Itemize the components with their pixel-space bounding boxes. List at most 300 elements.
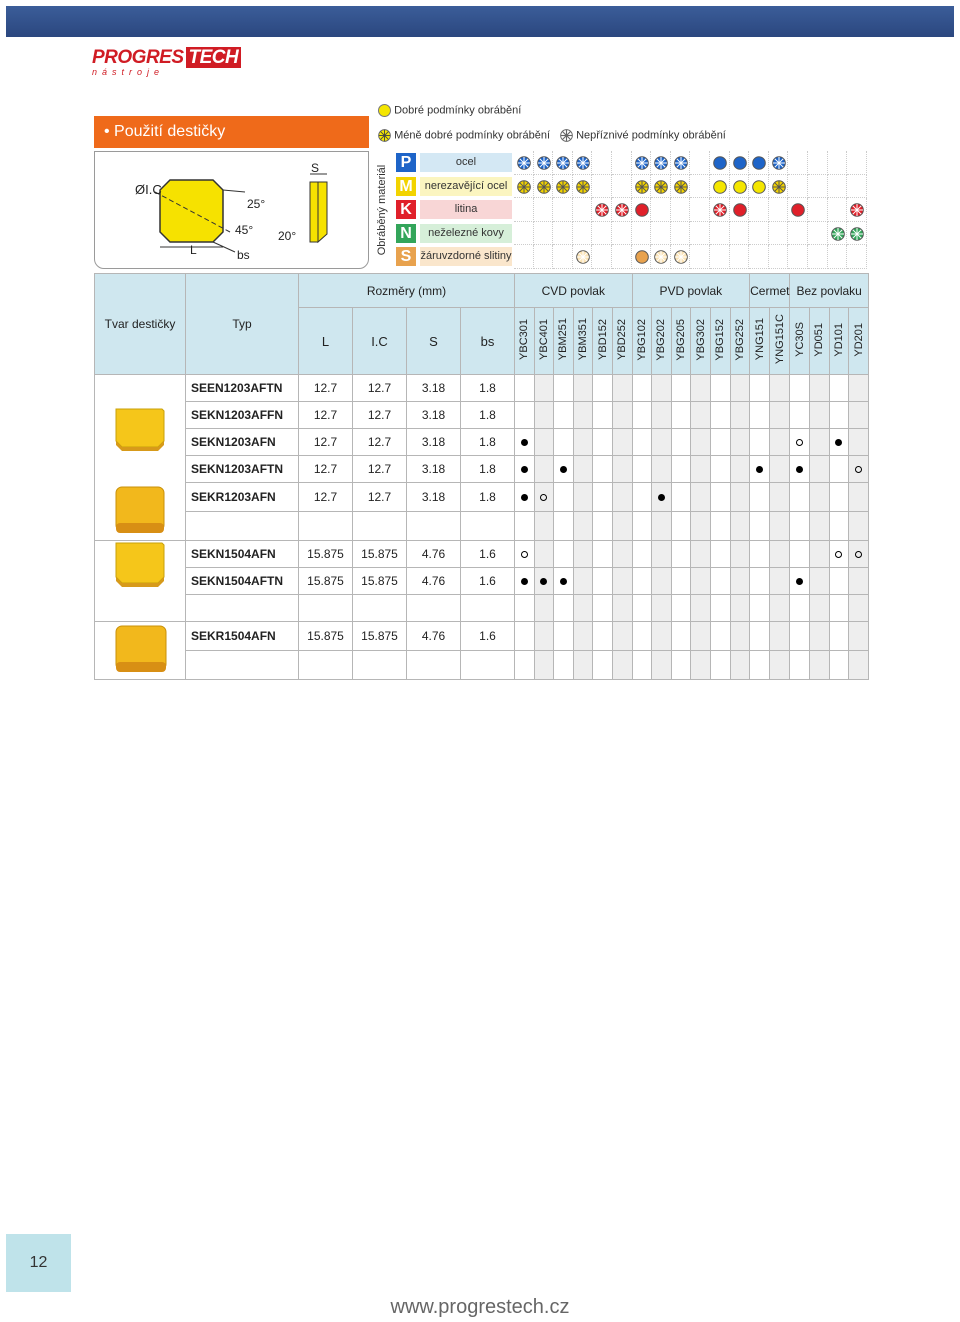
material-cell xyxy=(534,245,554,269)
grade-cell xyxy=(612,540,632,567)
grade-cell xyxy=(515,567,535,594)
material-cell xyxy=(514,222,534,246)
grade-cell xyxy=(750,375,770,402)
grade-cell xyxy=(810,483,830,512)
dim-s-cell: 3.18 xyxy=(407,402,461,429)
grade-cell xyxy=(515,429,535,456)
dim-bs-cell: 1.8 xyxy=(461,375,515,402)
dim-s-cell: 4.76 xyxy=(407,621,461,650)
header-grade xyxy=(652,308,672,375)
dim-l-cell: 15.875 xyxy=(299,621,353,650)
material-cell xyxy=(573,222,593,246)
dim-s-cell: 4.76 xyxy=(407,540,461,567)
material-cell xyxy=(749,175,769,199)
grade-cell xyxy=(515,483,535,512)
grade-label: YBD152 xyxy=(596,319,609,360)
grade-cell xyxy=(730,429,750,456)
insert-shape-cell xyxy=(95,621,186,679)
dim-bs-cell: 1.6 xyxy=(461,567,515,594)
dim-bs-cell: 1.8 xyxy=(461,402,515,429)
type-cell: SEKN1203AFN xyxy=(186,429,299,456)
medium-conditions-icon xyxy=(556,156,570,170)
grade-cell xyxy=(671,375,691,402)
grade-cell xyxy=(730,483,750,512)
good-conditions-icon xyxy=(733,203,747,217)
grade-cell xyxy=(612,567,632,594)
grade-cell xyxy=(671,429,691,456)
grade-cell xyxy=(573,456,593,483)
grade-cell xyxy=(810,375,830,402)
grade-cell xyxy=(829,540,849,567)
material-cell xyxy=(828,245,848,269)
material-cell xyxy=(514,175,534,199)
table-row xyxy=(95,511,869,540)
material-cell xyxy=(592,175,612,199)
material-cell xyxy=(690,222,710,246)
recommended-dot-icon xyxy=(560,578,567,585)
grade-cell xyxy=(849,456,869,483)
medium-conditions-icon xyxy=(576,250,590,264)
grade-cell xyxy=(770,483,790,512)
material-cell xyxy=(612,175,632,199)
grade-cell xyxy=(593,375,613,402)
material-name-k: litina xyxy=(420,200,512,219)
grade-cell xyxy=(632,429,652,456)
header-type: Typ xyxy=(186,274,299,375)
material-cell xyxy=(788,222,808,246)
grade-cell xyxy=(652,429,672,456)
material-cell xyxy=(749,151,769,175)
grade-cell xyxy=(593,540,613,567)
grade-cell xyxy=(534,456,554,483)
material-cell xyxy=(514,245,534,269)
header-grade xyxy=(710,308,730,375)
material-name-n: neželezné kovy xyxy=(420,224,512,243)
material-cell xyxy=(808,175,828,199)
dim-ic-cell xyxy=(353,511,407,540)
dim-bs-cell: 1.8 xyxy=(461,483,515,512)
material-cell xyxy=(710,245,730,269)
dim-ic-cell: 12.7 xyxy=(353,456,407,483)
material-cell xyxy=(553,175,573,199)
medium-conditions-icon xyxy=(850,227,864,241)
grade-cell xyxy=(691,456,711,483)
grade-label: YC30S xyxy=(793,322,806,357)
material-code-n: N xyxy=(396,224,416,243)
grade-cell xyxy=(750,540,770,567)
material-cell xyxy=(808,151,828,175)
material-cell xyxy=(828,222,848,246)
grade-cell xyxy=(810,540,830,567)
material-cell xyxy=(573,151,593,175)
grade-label: YBG102 xyxy=(635,318,648,361)
type-cell xyxy=(186,594,299,621)
medium-conditions-icon xyxy=(850,203,864,217)
material-cell xyxy=(847,245,867,269)
grade-cell xyxy=(554,483,574,512)
dim-bs-cell: 1.8 xyxy=(461,429,515,456)
medium-conditions-icon xyxy=(595,203,609,217)
grade-cell xyxy=(652,540,672,567)
grade-cell xyxy=(849,540,869,567)
grade-cell xyxy=(829,650,849,679)
grade-cell xyxy=(534,650,554,679)
grade-cell xyxy=(612,375,632,402)
material-cell xyxy=(769,151,789,175)
grade-cell xyxy=(750,511,770,540)
type-cell: SEKN1504AFTN xyxy=(186,567,299,594)
grade-cell xyxy=(770,621,790,650)
material-name-m: nerezavějící ocel xyxy=(420,177,512,196)
material-matrix xyxy=(392,151,864,269)
table-row xyxy=(95,402,869,429)
header-dim-1: I.C xyxy=(353,308,407,375)
grade-cell xyxy=(573,650,593,679)
grade-cell xyxy=(730,540,750,567)
grade-cell xyxy=(632,650,652,679)
header-shape: Tvar destičky xyxy=(95,274,186,375)
grade-label: YBG302 xyxy=(694,318,707,361)
material-cell xyxy=(573,175,593,199)
grade-cell xyxy=(770,594,790,621)
dim-ic-cell: 15.875 xyxy=(353,621,407,650)
recommended-dot-icon xyxy=(521,439,528,446)
material-cell xyxy=(612,245,632,269)
good-conditions-icon xyxy=(791,203,805,217)
grade-cell xyxy=(730,375,750,402)
grade-cell xyxy=(770,429,790,456)
material-cell xyxy=(710,151,730,175)
angle-25-label: 25° xyxy=(247,197,266,211)
dim-l-cell: 12.7 xyxy=(299,483,353,512)
grade-cell xyxy=(632,375,652,402)
grade-cell xyxy=(790,567,810,594)
header-dim-2: S xyxy=(407,308,461,375)
grade-cell xyxy=(710,567,730,594)
grade-cell xyxy=(612,650,632,679)
dim-bs-cell xyxy=(461,594,515,621)
material-cell xyxy=(847,198,867,222)
grade-cell xyxy=(710,456,730,483)
grade-cell xyxy=(593,483,613,512)
recommended-dot-icon xyxy=(796,466,803,473)
dim-s-cell: 3.18 xyxy=(407,483,461,512)
alternative-ring-icon xyxy=(540,494,547,501)
grade-cell xyxy=(593,567,613,594)
grade-cell xyxy=(691,567,711,594)
recommended-dot-icon xyxy=(521,466,528,473)
footer-url: www.progrestech.cz xyxy=(390,1296,570,1318)
grade-cell xyxy=(573,567,593,594)
medium-conditions-icon xyxy=(674,250,688,264)
grade-cell xyxy=(515,650,535,679)
alternative-ring-icon xyxy=(855,466,862,473)
grade-cell xyxy=(790,621,810,650)
dim-ic-cell xyxy=(353,650,407,679)
grade-cell xyxy=(730,567,750,594)
material-cell xyxy=(788,245,808,269)
good-conditions-icon xyxy=(713,156,727,170)
grade-cell xyxy=(770,456,790,483)
material-cell xyxy=(769,222,789,246)
grade-cell xyxy=(534,429,554,456)
material-cell xyxy=(592,245,612,269)
medium-conditions-icon xyxy=(654,250,668,264)
grade-cell xyxy=(652,375,672,402)
grade-cell xyxy=(671,483,691,512)
header-grade xyxy=(790,308,810,375)
table-row xyxy=(95,540,869,567)
grade-cell xyxy=(573,483,593,512)
logo: PROGRES TECH nástroje xyxy=(92,48,232,78)
medium-conditions-icon xyxy=(635,156,649,170)
angle-20-label: 20° xyxy=(278,229,297,243)
grade-cell xyxy=(632,594,652,621)
grade-cell xyxy=(730,511,750,540)
grade-cell xyxy=(632,456,652,483)
grade-cell xyxy=(691,483,711,512)
grade-cell xyxy=(652,511,672,540)
header-dim-3: bs xyxy=(461,308,515,375)
grade-cell xyxy=(652,621,672,650)
medium-conditions-icon xyxy=(537,156,551,170)
grade-cell xyxy=(671,594,691,621)
good-conditions-icon xyxy=(635,203,649,217)
recommended-dot-icon xyxy=(540,578,547,585)
table-row xyxy=(95,375,869,402)
grade-cell xyxy=(770,567,790,594)
grade-cell xyxy=(810,567,830,594)
medium-conditions-icon xyxy=(576,156,590,170)
grade-cell xyxy=(671,540,691,567)
material-cell xyxy=(730,198,750,222)
material-cell xyxy=(651,175,671,199)
grade-label: YBC401 xyxy=(537,319,550,360)
grade-cell xyxy=(593,429,613,456)
material-cell xyxy=(730,151,750,175)
medium-conditions-icon xyxy=(517,156,531,170)
grade-cell xyxy=(534,540,554,567)
grade-cell xyxy=(849,567,869,594)
grade-cell xyxy=(515,621,535,650)
grade-cell xyxy=(534,375,554,402)
medium-conditions-icon xyxy=(831,227,845,241)
material-cell xyxy=(671,198,691,222)
grade-cell xyxy=(730,650,750,679)
material-code-m: M xyxy=(396,177,416,196)
grade-cell xyxy=(515,594,535,621)
table-row xyxy=(95,429,869,456)
grade-cell xyxy=(810,621,830,650)
header-uncoated: Bez povlaku xyxy=(790,274,868,308)
table-row xyxy=(95,594,869,621)
dim-ic-cell: 12.7 xyxy=(353,375,407,402)
grade-cell xyxy=(554,594,574,621)
material-cell xyxy=(651,198,671,222)
grade-cell xyxy=(534,594,554,621)
grade-cell xyxy=(710,375,730,402)
grade-cell xyxy=(632,621,652,650)
grade-cell xyxy=(573,621,593,650)
dim-s-cell xyxy=(407,650,461,679)
dim-l-cell xyxy=(299,511,353,540)
grade-cell xyxy=(710,483,730,512)
dim-bs-cell: 1.8 xyxy=(461,456,515,483)
material-cell xyxy=(553,222,573,246)
material-cell xyxy=(632,198,652,222)
grade-cell xyxy=(573,594,593,621)
grade-cell xyxy=(652,483,672,512)
material-cell xyxy=(592,198,612,222)
grade-cell xyxy=(515,511,535,540)
grade-cell xyxy=(750,650,770,679)
grade-cell xyxy=(829,429,849,456)
type-cell: SEEN1203AFTN xyxy=(186,375,299,402)
material-cell xyxy=(632,222,652,246)
header-grade xyxy=(829,308,849,375)
dim-ic-cell: 12.7 xyxy=(353,429,407,456)
material-code-k: K xyxy=(396,200,416,219)
table-row xyxy=(95,483,869,512)
type-cell: SEKR1504AFN xyxy=(186,621,299,650)
material-cell xyxy=(612,198,632,222)
medium-conditions-icon xyxy=(713,203,727,217)
grade-cell xyxy=(671,456,691,483)
grade-cell xyxy=(534,511,554,540)
header-grade xyxy=(515,308,535,375)
grade-label: YBD252 xyxy=(616,319,629,360)
dim-s-cell xyxy=(407,511,461,540)
dim-s-cell: 4.76 xyxy=(407,567,461,594)
grade-label: YBG152 xyxy=(714,318,727,361)
grade-cell xyxy=(750,429,770,456)
grade-cell xyxy=(573,540,593,567)
grade-cell xyxy=(790,375,810,402)
good-conditions-icon xyxy=(713,180,727,194)
material-cell xyxy=(514,151,534,175)
grade-cell xyxy=(554,621,574,650)
grade-cell xyxy=(671,621,691,650)
grade-cell xyxy=(829,483,849,512)
header-grade xyxy=(810,308,830,375)
legend-medium: Méně dobré podmínky obrábění xyxy=(378,129,550,142)
material-cell xyxy=(769,175,789,199)
material-cell xyxy=(573,198,593,222)
material-cell xyxy=(828,198,848,222)
header-grade xyxy=(671,308,691,375)
grade-label: YBG202 xyxy=(655,318,668,361)
alternative-ring-icon xyxy=(855,551,862,558)
dim-bs-cell: 1.6 xyxy=(461,540,515,567)
grade-label: YBC301 xyxy=(518,319,531,360)
grade-cell xyxy=(710,621,730,650)
grade-cell xyxy=(770,511,790,540)
grade-cell xyxy=(691,621,711,650)
grade-cell xyxy=(790,429,810,456)
dim-l-cell: 15.875 xyxy=(299,567,353,594)
material-cell xyxy=(534,198,554,222)
material-cell xyxy=(592,151,612,175)
grade-cell xyxy=(632,540,652,567)
recommended-dot-icon xyxy=(658,494,665,501)
grade-cell xyxy=(632,483,652,512)
dim-l-cell: 12.7 xyxy=(299,429,353,456)
grade-cell xyxy=(810,650,830,679)
page-number: 12 xyxy=(6,1234,71,1292)
grade-cell xyxy=(652,567,672,594)
grade-label: YD101 xyxy=(832,322,845,357)
grade-cell xyxy=(554,456,574,483)
material-cell xyxy=(749,198,769,222)
medium-conditions-icon xyxy=(615,203,629,217)
good-conditions-icon xyxy=(378,104,391,117)
medium-conditions-icon xyxy=(556,180,570,194)
grade-cell xyxy=(593,594,613,621)
material-cell xyxy=(592,222,612,246)
insert-diagram xyxy=(94,151,369,269)
grade-cell xyxy=(790,540,810,567)
grade-cell xyxy=(691,511,711,540)
dim-bs-cell: 1.6 xyxy=(461,621,515,650)
dim-l-cell: 12.7 xyxy=(299,402,353,429)
grade-cell xyxy=(554,402,574,429)
material-cell xyxy=(828,175,848,199)
material-cell xyxy=(690,198,710,222)
grade-cell xyxy=(515,402,535,429)
type-cell: SEKR1203AFN xyxy=(186,483,299,512)
material-name-s: žáruvzdorné slitiny xyxy=(420,247,512,266)
material-cell xyxy=(710,175,730,199)
grade-cell xyxy=(710,402,730,429)
dim-s-cell xyxy=(407,594,461,621)
grade-cell xyxy=(534,567,554,594)
insert-shape-cell xyxy=(95,483,186,541)
material-cell xyxy=(730,245,750,269)
dim-ic-cell: 12.7 xyxy=(353,402,407,429)
material-cell xyxy=(553,198,573,222)
material-cell xyxy=(808,222,828,246)
grade-cell xyxy=(632,567,652,594)
bs-label: bs xyxy=(237,248,250,262)
medium-conditions-icon xyxy=(674,180,688,194)
grade-label: YNG151C xyxy=(773,314,786,365)
material-cell xyxy=(612,151,632,175)
insert-shape-cell xyxy=(95,429,186,483)
recommended-dot-icon xyxy=(521,494,528,501)
grade-cell xyxy=(515,540,535,567)
grade-cell xyxy=(810,429,830,456)
recommended-dot-icon xyxy=(756,466,763,473)
dim-s-cell: 3.18 xyxy=(407,456,461,483)
header-grade xyxy=(730,308,750,375)
header-grade xyxy=(770,308,790,375)
material-cell xyxy=(847,151,867,175)
grade-label: YBM351 xyxy=(577,318,590,361)
grade-cell xyxy=(612,594,632,621)
material-cell xyxy=(847,175,867,199)
type-cell: SEKN1504AFN xyxy=(186,540,299,567)
header-cvd: CVD povlak xyxy=(515,274,633,308)
grade-cell xyxy=(770,540,790,567)
material-cell xyxy=(730,175,750,199)
grade-cell xyxy=(612,456,632,483)
grade-cell xyxy=(671,511,691,540)
grade-cell xyxy=(691,375,711,402)
medium-conditions-icon xyxy=(772,156,786,170)
header-grade xyxy=(534,308,554,375)
grade-cell xyxy=(730,456,750,483)
grade-cell xyxy=(710,540,730,567)
